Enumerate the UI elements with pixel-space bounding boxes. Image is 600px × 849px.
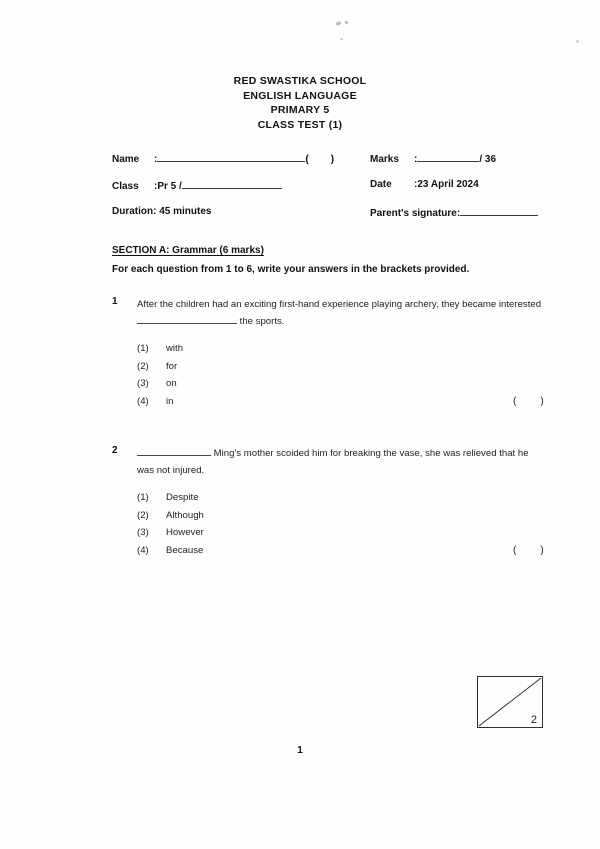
question-2-answer-brackets[interactable] [513,545,544,556]
marks-write-line[interactable] [417,152,479,162]
option-label: However [166,527,204,539]
date-colon: : [414,179,418,190]
option-number: (2) [137,360,149,372]
question-2-options [137,492,544,562]
option-label: with [166,343,184,354]
marks-field [370,152,496,165]
marks-label: Marks [370,154,399,165]
marks-allocation-box [477,676,543,728]
option-number: (4) [137,544,149,556]
option-label: in [166,395,174,407]
option-row[interactable] [137,492,544,510]
question-2-answer-blank[interactable] [137,446,211,456]
option-row[interactable] [137,510,544,528]
answer-open-bracket: ( [513,395,517,407]
option-label: on [166,378,177,390]
option-label: for [166,360,178,372]
marks-box-value: 2 [530,714,537,726]
option-label: Although [166,509,204,521]
particulars-row-name [112,152,544,179]
paper-name: CLASS TEST (1) [257,118,343,131]
option-row[interactable] [137,396,544,414]
parent-signature-write-line[interactable] [460,206,538,216]
option-row[interactable] [137,527,544,545]
scan-artifact [340,38,343,40]
register-close-bracket: ) [330,154,335,165]
question-2 [112,445,544,562]
class-value: Pr 5 / [157,181,182,192]
subject-name: ENGLISH LANGUAGE [243,89,357,102]
option-row[interactable] [137,343,544,361]
option-label: Despite [166,492,199,503]
answer-close-bracket: ) [540,395,544,407]
option-number: (1) [137,492,149,503]
option-row[interactable] [137,361,544,379]
name-colon: : [154,154,158,165]
question-1 [112,296,544,413]
option-number: (1) [137,343,149,354]
marks-colon: : [414,154,418,165]
question-1-answer-blank[interactable] [137,314,237,324]
date-field [370,179,479,190]
class-colon: : [154,181,158,192]
section-a-title: SECTION A: Grammar (6 marks) [112,245,264,256]
option-number: (4) [137,395,149,407]
particulars-row-class [112,179,544,206]
scan-artifact [576,40,579,43]
question-1-options [137,343,544,413]
page-number: 1 [297,745,303,756]
option-number: (3) [137,527,149,539]
marks-total: / 36 [479,154,497,165]
class-field [112,179,282,192]
answer-close-bracket: ) [540,544,544,556]
duration-label: Duration: 45 minutes [112,206,212,217]
parent-signature-label: Parent's signature: [370,208,461,219]
date-label: Date [370,179,392,190]
option-row[interactable] [137,545,544,563]
option-row[interactable] [137,378,544,396]
question-2-text-after: Ming's mother scoided him for breaking the vase, she was relieved that he was not injured. [137,448,529,476]
question-2-text [137,445,544,479]
option-label: Because [166,544,204,556]
particulars-block [112,152,544,233]
parent-signature-field [370,206,538,219]
name-field [112,152,334,165]
level-name: PRIMARY 5 [270,104,330,117]
question-2-number: 2 [112,445,118,456]
option-number: (2) [137,509,149,521]
class-write-line[interactable] [182,179,282,189]
school-name: RED SWASTIKA SCHOOL [233,75,367,87]
particulars-row-duration [112,206,544,233]
question-1-text-after: the sports. [239,316,285,327]
name-label: Name [112,154,140,165]
answer-open-bracket: ( [513,544,517,556]
question-1-number: 1 [112,296,118,307]
scan-artifact [336,21,342,25]
date-value: 23 April 2024 [417,179,479,190]
question-1-text-before: After the children had an exciting first-hand experience playing archery, they became interested [137,299,542,310]
section-a-instruction: For each question from 1 to 6, write your answers in the brackets provided. [112,264,470,275]
name-write-line[interactable] [157,152,305,162]
class-label: Class [112,181,139,192]
register-open-bracket: ( [305,154,309,165]
document-header [0,74,600,132]
scan-artifact [345,21,348,24]
question-1-text [137,296,544,330]
question-1-answer-brackets[interactable] [513,396,544,407]
option-number: (3) [137,378,149,390]
